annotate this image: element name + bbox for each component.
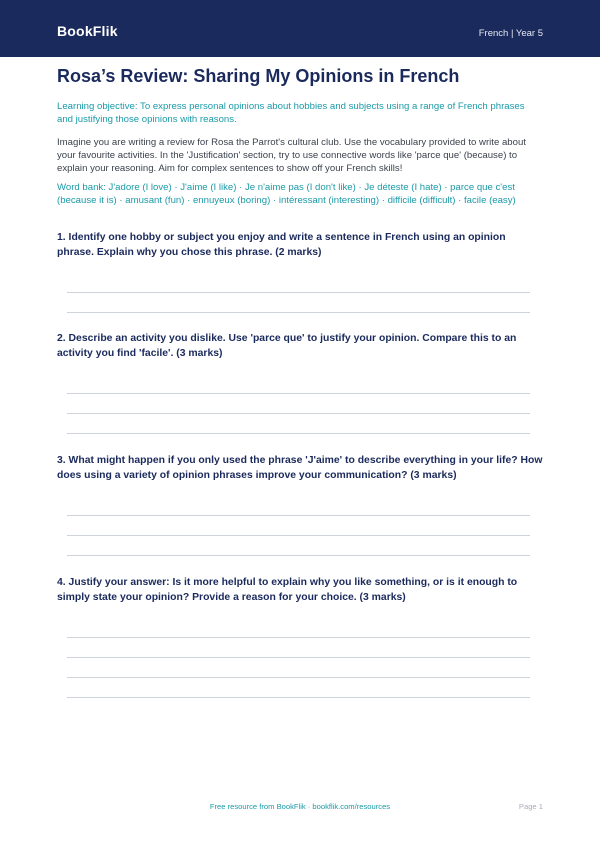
answer-line[interactable]: [67, 515, 530, 516]
subject-year-label: French | Year 5: [478, 28, 543, 39]
answer-line[interactable]: [67, 292, 530, 293]
question-2: 2. Describe an activity you dislike. Use 'parce que' to justify your opinion. Compare this to an activity you find 'facile'. (3 marks): [57, 333, 517, 359]
learning-objective: Learning objective: To express personal opinions about hobbies and subjects using a range of French phrases and justifying those opinions with reasons.: [57, 101, 525, 125]
answer-line[interactable]: [67, 677, 530, 678]
answer-line[interactable]: [67, 433, 530, 434]
answer-line[interactable]: [67, 312, 530, 313]
answer-line[interactable]: [67, 555, 530, 556]
answer-line[interactable]: [67, 393, 530, 394]
word-bank: Word bank: J'adore (I love) · J'aime (I like) · Je n'aime pas (I don't like) · Je déteste (I hate) · parce que c'est (because it is) · amusant (fun) · ennuyeux (boring) · intéressant (interesting) · difficile (difficult) · facile (easy): [57, 182, 516, 206]
worksheet-intro: [57, 64, 543, 207]
brand-logo-text: BookFlik: [57, 23, 118, 39]
header-bar: [0, 0, 600, 57]
footer-text: Free resource from BookFlik · bookflik.com/resources: [209, 802, 391, 811]
answer-line[interactable]: [67, 535, 530, 536]
question-1: 1. Identify one hobby or subject you enjoy and write a sentence in French using an opinion phrase. Explain why you chose this phrase. (2 marks): [57, 232, 506, 258]
question-3: 3. What might happen if you only used the phrase 'J'aime' to describe everything in your life? How does using a variety of opinion phrases improve your communication? (3 marks): [57, 455, 543, 481]
answer-line[interactable]: [67, 637, 530, 638]
answer-line[interactable]: [67, 413, 530, 414]
question-4: 4. Justify your answer: Is it more helpful to explain why you like something, or is it enough to simply state your opinion? Provide a reason for your choice. (3 marks): [57, 577, 518, 603]
page-title: Rosa’s Review: Sharing My Opinions in French: [57, 66, 460, 86]
instructions-text: Imagine you are writing a review for Rosa the Parrot's cultural club. Use the vocabulary provided to write about your favourite activities. In the 'Justification' section, try to use connective words like 'parce que' (because) to explain your reasoning. Aim for complex sentences to show off your French skills!: [57, 137, 526, 174]
answer-line[interactable]: [67, 697, 530, 698]
answer-line[interactable]: [67, 657, 530, 658]
page-number: Page 1: [518, 802, 543, 811]
